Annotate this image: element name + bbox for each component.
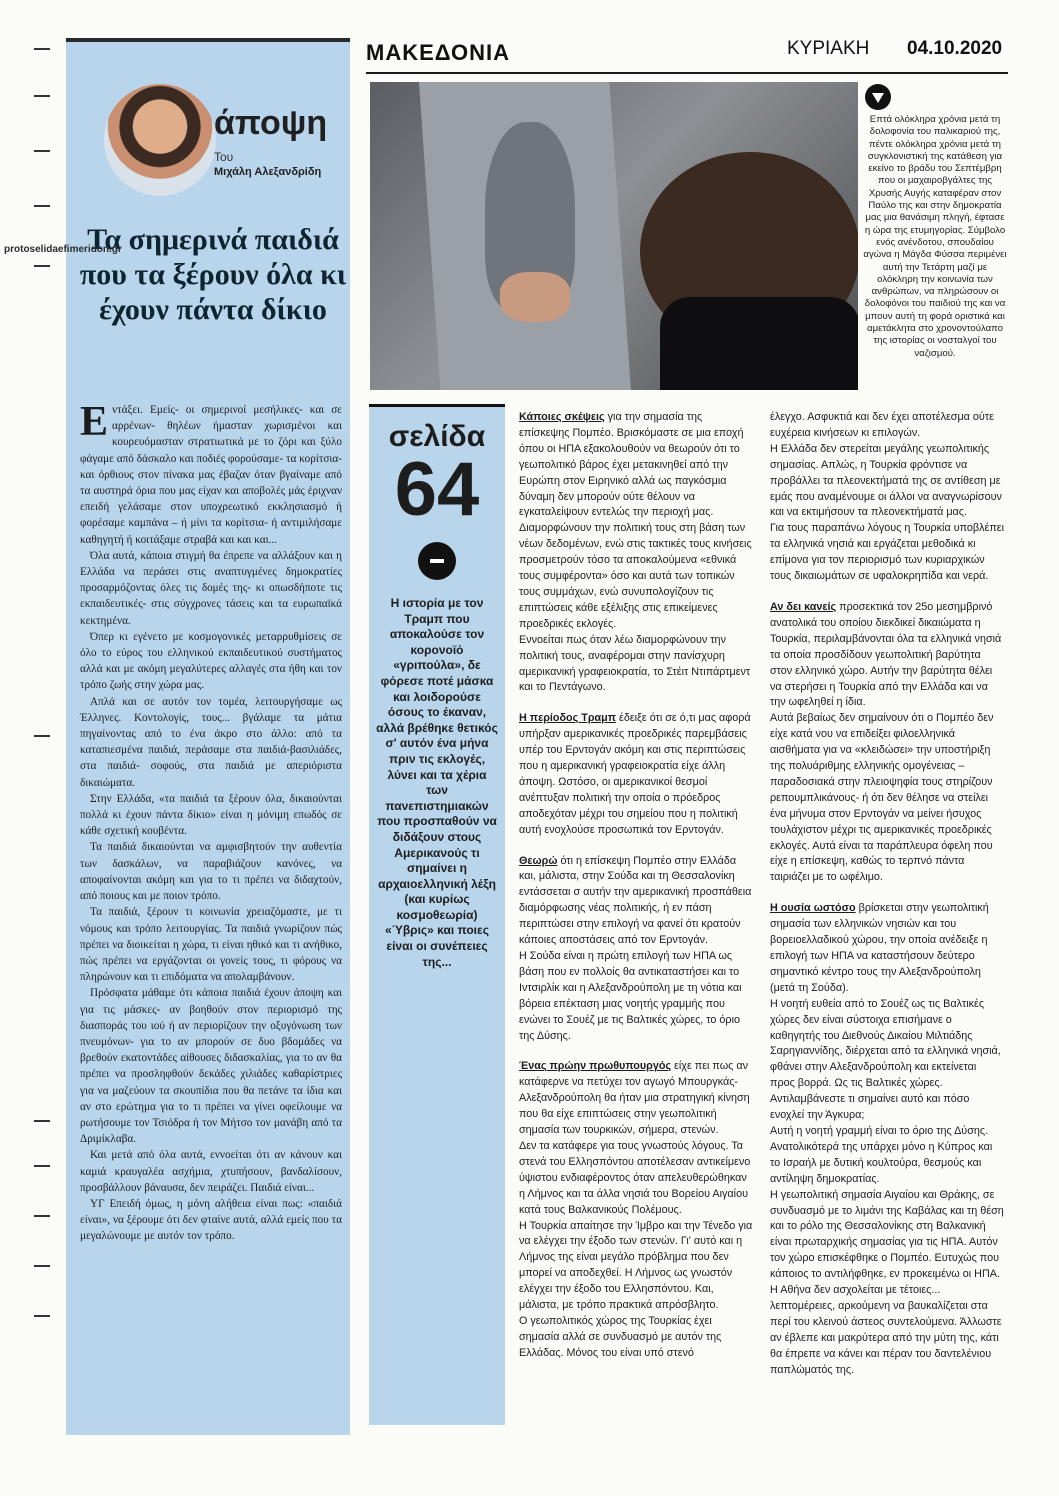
drop-cap: Ε (80, 399, 109, 445)
site-watermark: protoselidaefimeridon.gr (4, 244, 122, 255)
opinion-paragraph: Στην Ελλάδα, «τα παιδιά τα ξέρουν όλα, δικαιούνται πολλά κι έχουν πάντα δίκιο» είναι η μόνιμη επωδός σε κάθε σχετική κουβέντα. (80, 792, 342, 838)
minus-icon (418, 542, 456, 580)
paragraph-text: Ο γεωπολιτικός χώρος της Τουρκίας έχει σημασία αλλά σε συνδυασμό με αυτόν της Ελλάδας. Μόνος του είναι υπό στενό (519, 1314, 722, 1359)
author-name: Μιχάλη Αλεξανδρίδη (214, 166, 322, 178)
article-paragraph (519, 854, 753, 949)
issue-date: 04.10.2020 (907, 38, 1003, 59)
newspaper-masthead: ΜΑΚΕΔΟΝΙΑ (366, 40, 510, 65)
opinion-paragraph: Απλά και σε αυτόν τον τομέα, λειτουργήσαμε ως Έλληνες. Κοντολογίς, τους... βγάλαμε τα μάτια πηγαίνοντας από το ένα άκρο στο άλλο: από τα καταπιεσμένα παιδιά, περάσαμε στα παιδιά-βασιλιάδες, στα παιδιά- σοφούς, στα παιδιά με απεριόριστα δικαιώματα. (80, 695, 342, 789)
scan-mark (34, 205, 50, 207)
opinion-top-rule (66, 38, 350, 42)
opinion-paragraph: ΥΓ Επειδή όμως, η μόνη αλήθεια είναι πως: «παιδιά είναι», να ξέρουμε ότι δεν φταίνε αυτά, αλλά εμείς που τα μεγαλώνουμε με αυτόν τον τρόπο. (80, 1197, 342, 1243)
paragraph-text: προσεκτικά τον 25ο μεσημβρινό ανατολικά του οποίου διεκδικεί δικαιώματα η Τουρκία, περιλαμβάνονται όλα τα ελληνικά νησιά τα οποία προσδίδουν γεωπολιτική βαρύτητα στον ελληνικό χώρο. Αυτήν την βαρύτητα θέλει να στερήσει η Τουρκία από την Ελλάδα και να την ωφεληθεί η ίδια. (770, 600, 1002, 709)
paragraph-text: έλεγχο. Ασφυκτιά και δεν έχει αποτέλεσμα ούτε ευχέρεια κινήσεων κι επιλογών. (770, 411, 994, 439)
article-paragraph (519, 1219, 753, 1314)
paragraph-text: Η γεωπολιτική σημασία Αιγαίου και Θράκης, σε συνδυασμό με το λιμάνι της Καβάλας και τη θέση και το ρόλο της Θεσσαλονίκης στη Βαλκανική είναι πρωταρχικής σημασίας για τις ΗΠΑ. Αυτόν τον χώρο επισκέφθηκε ο Πομπέο. Ευτυχώς που κάποιος το αντιλήφθηκε, εν προκειμένω οι ΗΠΑ. Η Αθήνα δεν ασχολείται με τέτοιες... λεπτομέρειες, αρκούμενη να βαυκαλίζεται στα περί του κλεινού άστεος συντελούμενα. Άλλωστε αν έβλεπε και μακρύτερα από την μύτη της, κάτι θα έπρεπε να κάνει και πέραν του δαντελένιου παπλώματός της. (770, 1188, 1004, 1376)
issue-day: ΚΥΡΙΑΚΗ (787, 38, 870, 59)
article-paragraph (770, 410, 1004, 442)
paragraph-text: Η Τουρκία απαίτησε την Ίμβρο και την Τένεδο για να ελέγχει την έξοδο των στενών. Γι' αυτό και η Λήμνος της είναι μεγάλο πρόβλημα που δεν μπορεί να αποδεχθεί. Η Λήμνος ως γνωστόν ελέγχει την έξοδο του Ελλησπόντου. Και, μάλιστα, με τρόπο πρακτικά απρόσβλητο. (519, 1219, 753, 1312)
woman-shirt (660, 297, 858, 390)
opinion-body (80, 399, 342, 1245)
article-paragraph (770, 997, 1004, 1124)
scan-mark (34, 1165, 50, 1167)
scan-mark (34, 95, 50, 97)
paragraph-lead: Θεωρώ (519, 854, 558, 867)
opinion-rubric: άποψη (214, 104, 328, 142)
teaser-text: Η ιστορία με τον Τραμπ που αποκαλούσε τον κορονοϊό «γριπούλα», δε φόρεσε ποτέ μάσκα και λοιδορούσε όσους το έκαναν, αλλά βρέθηκε θετικός σ' αυτόν ένα μήνα πριν τις εκλογές, λύνει και τα χέρια των πανεπιστημιακών που προσπαθούν να διδάξουν στους Αμερικανούς τι σημαίνει η αρχαιοελληνική λέξη (και κυρίως κοσμοθεωρία) «Ύβρις» και ποιες είναι οι συνέπειες της... (376, 596, 498, 969)
paragraph-lead: Κάποιες σκέψεις (519, 411, 605, 423)
page-teaser-box (369, 404, 505, 1425)
opinion-paragraph: Όπερ κι εγένετο με κοσμογονικές μεταρρυθμίσεις σε όλο το εύρος του ελληνικού εκπαιδευτικού συστήματος αλλά και με ακόμη μεγαλύτερες αλλαγές στα ήθη και τον τρόπο ζωής στην χώρα μας. (80, 630, 342, 692)
article-paragraph (519, 949, 753, 1044)
article-column-1 (519, 410, 753, 1362)
opinion-paragraph: Τα παιδιά, ξέρουν τι κοινωνία χρειαζόμαστε, με τι νόμους και τρόπο λειτουργίας. Τα παιδιά γνωρίζουν πώς πρέπει να διοικείται η χώρα, τι είναι ηθικό και τι ανήθικο, πώς πρέπει να εργάζονται οι γονείς τους, τι φόρους να πληρώνουν και τι επιδόματα να απολαμβάνουν. (80, 906, 342, 984)
article-paragraph (770, 442, 1004, 522)
feature-photo (370, 82, 858, 390)
paragraph-text: είχε πει πως αν κατάφερνε να πετύχει τον αγωγό Μπουργκάς-Αλεξανδρούπολη θα ήταν μια στρατηγική κίνηση που θα είχε επιπτώσεις στην γεωπολιτική σημασία των τουρκικών, σήμερα, στενών. (519, 1060, 750, 1137)
paragraph-lead: Η ουσία ωστόσο (770, 902, 856, 915)
scan-mark (34, 48, 50, 50)
paragraph-text: Για τους παραπάνω λόγους η Τουρκία υποβλέπει τα ελληνικά νησιά και εργάζεται μεθοδικά κι επίμονα για τον περιορισμό των κυριαρχικών τους δικαιωμάτων σε υφαλοκρηπίδα και νερά. (770, 522, 1004, 583)
opinion-headline: Τα σημερινά παιδιά που τα ξέρουν όλα κι έχουν πάντα δίκιο (79, 223, 347, 326)
paragraph-text: Η νοητή ευθεία από το Σουέζ ως τις Βαλτικές χώρες δεν είναι σύστοιχα επισήμανε ο καθηγητής του Διεθνούς Δικαίου Μιλτιάδης Σαρηγιαννίδης, διέρχεται από τα ελληνικά νησιά, φθάνει στην Αλεξανδρούπολη και εκτείνεται προς βορρά. Ως τις Βαλτικές χώρες. Αντιλαμβάνεστε τι σημαίνει αυτό και πόσο ενοχλεί την Άγκυρα; (770, 997, 1001, 1122)
photo-caption (862, 82, 1008, 390)
opinion-paragraph: Τα παιδιά δικαιούνται να αμφισβητούν την αυθεντία των δασκάλων, να παραβιάζουν κανόνες, να αποφαίνονται ακόμη και για το τι πρέπει να διδαχτούν, από ποιους και με ποιον τρόπο. (80, 841, 342, 903)
author-avatar (104, 84, 216, 196)
article-paragraph (519, 1314, 753, 1362)
article-paragraph (770, 901, 1004, 996)
article-paragraph (519, 1059, 753, 1139)
caption-text: Επτά ολόκληρα χρόνια μετά τη δολοφονία του παλικαριού της, πέντε ολόκληρα χρόνια μετά τη συγκλονιστική της κατάθεση για εκείνο το βράδυ του Σεπτέμβρη που οι μαχαιροβγάλτες της Χρυσής Αυγής καταφέραν στον Παύλο της και στην δημοκρατία μας μια θανάσιμη πληγή, έφτασε η ώρα της ετυμηγορίας. Σύμβολο ενός ανένδοτου, σπουδαίου αγώνα η Μάγδα Φύσσα περιμένει αυτή την Τετάρτη μαζί με ολόκληρη την κοινωνία των ανθρώπων, να πληρώσουν οι δολοφόνοι του παιδιού της και να μπουν αυτή τη φορά οριστικά και αμετάκλητα στο χρονοντούλαπο της ιστορίας οι νοσταλγοί του ναζισμού. (863, 114, 1007, 359)
paragraph-lead: Ένας πρώην πρωθυπουργός (519, 1060, 672, 1073)
scan-mark (34, 150, 50, 152)
paragraph-text: Δεν τα κατάφερε για τους γνωστούς λόγους. Τα στενά του Ελλησπόντου αποτέλεσαν αντικείμενο ύψιστου ενδιαφέροντος όταν απελευθερώθηκαν η Λήμνος και τα άλλα νησιά του Βορείου Αιγαίου κατά τους Βαλκανικούς Πολέμους. (519, 1139, 751, 1216)
woman-hand (500, 272, 570, 322)
page-label: σελίδα (388, 420, 486, 453)
scan-mark (34, 1265, 50, 1267)
article-paragraph (770, 521, 1004, 585)
article-paragraph (770, 600, 1004, 711)
scan-mark (34, 1315, 50, 1317)
page-number: 64 (394, 447, 480, 532)
paragraph-text: Αυτή η νοητή γραμμή είναι το όριο της Δύσης. Ανατολικότερά της υπάρχει μόνο η Κύπρος και το Ισραήλ με δυτική κουλτούρα, θεσμούς και αντίληψη δημοκρατίας. (770, 1124, 993, 1185)
article-paragraph (770, 1124, 1004, 1188)
teaser-top-rule (369, 404, 505, 407)
paragraph-text: ότι η επίσκεψη Πομπέο στην Ελλάδα και, μάλιστα, στην Σούδα και τη Θεσσαλονίκη εντάσσεται σ αυτήν την αμερικανική προσπάθεια διαμόρφωσης νέας πολιτικής, ή εν πάση περιπτώσει στην επιλογή να φανεί ότι κρατούν κάποιες αποστάσεις από τον Ερντογάν. (519, 854, 752, 947)
opinion-paragraph: Πρόσφατα μάθαμε ότι κάποια παιδιά έχουν άποψη και για τις μάσκες- αν βοηθούν στον περιορισμό της διασποράς του ιού ή αν περιορίζουν την οξυγόνωση των πνευμόνων- για το αν μπορούν σε δυο βδομάδες να βρεθούν εκατοντάδες αίθουσες διδασκαλίας, για το αν θα πρέπει να προσληφθούν δεκάδες χιλιάδες καθαρίστριες για να μαζεύουν τα σκουπίδια που θα πετάνε τα ίδια και αν στο ερώτημα για το τι πρέπει να γίνει οφείλουμε να ρωτήσουμε τον Τσιόδρα ή τον Μήτσο τον μανάβη από τα Δριμίκλαβα. (80, 987, 342, 1146)
author-prefix: Του (214, 150, 234, 164)
scan-mark (34, 735, 50, 737)
header-rule (366, 72, 1008, 74)
article-paragraph (519, 633, 753, 697)
article-paragraph (770, 1188, 1004, 1379)
paragraph-text: Αυτά βεβαίως δεν σημαίνουν ότι ο Πομπέο δεν είχε κατά νου να επιδείξει φιλοελληνικά αισθήματα για να «κλειδώσει» την υποστήριξη της πολυάριθμης ελληνικής ομογένειας – παραδοσιακά στην πλειοψηφία τους στηρίζουν ρεπουμπλικάνους- ή ότι δεν θέλησε να στείλει ένα μήνυμα στον Ερντογάν να μείνει ήσυχος τουλάχιστον μέχρι τις αμερικανικές προεδρικές εκλογές. Αυτά είναι τα παράπλευρα όφελη που είχε η επίσκεψη, καθώς το τερπνό πάντα ταιριάζει με το ωφέλιμο. (770, 712, 994, 884)
article-paragraph (519, 711, 753, 838)
paragraph-text: για την σημασία της επίσκεψης Πομπέο. Βρισκόμαστε σε μια εποχή όπου οι ΗΠΑ εξακολουθούν να θεωρούν ότι το γεωπολιτικό βάρος έχει μετακινηθεί από την Ευρώπη στον Ειρηνικό αλλά ως παγκόσμια δύναμη δεν μπορούν ούτε θέλουν να εγκαταλείψουν εντελώς την περιοχή μας. Διαμορφώνουν την πολιτική τους στη βάση των νέων δεδομένων, ενώ στις τακτικές τους κινήσεις προσμετρούν τόσο τα αποκαλούμενα «εθνικά τους συμφέροντα» όσο και αυτά των τοπικών τους συμμάχων, ενώ συνυπολογίζουν τις επιπτώσεις κάθε εξέλιξης στις επικείμενες προεδρικές εκλογές. (519, 411, 752, 630)
paragraph-lead: Αν δει κανείς (770, 600, 837, 613)
paragraph-text: βρίσκεται στην γεωπολιτική σημασία των ελληνικών νησιών και του βορειοελλαδικού χώρου, την οποία ανέδειξε η επιλογή των ΗΠΑ να καταστήσουν δεύτερο σημαντικό κέντρο τους την Αλεξανδρούπολη (μετά τη Σούδα). (770, 902, 989, 994)
opinion-paragraph: Όλα αυτά, κάποια στιγμή θα έπρεπε να αλλάξουν και η Ελλάδα να περάσει στις αναπτυγμένες δημοκρατίες προσαρμόζοντας όλες τις δομές της- κι οπωσδήποτε τις εκπαιδευτικές- στις σύγχρονες τάσεις και τα ευρωπαϊκά κεκτημένα. (80, 549, 342, 627)
opinion-paragraph: Και μετά από όλα αυτά, εννοείται ότι αν κάνουν και καμιά κραυγαλέα ασχήμια, χτυπήσουν, βανδαλίσουν, προσβάλλουν βάναυσα, δεν πειράζει. Παιδιά είναι... (80, 1149, 342, 1194)
paragraph-text: Η Σούδα είναι η πρώτη επιλογή των ΗΠΑ ως βάση που εν πολλοίς θα αντικαταστήσει και το Ιντσιρλίκ και η Αλεξανδρούπολη με τη νότια και βόρεια επέκταση μιας νοητής γραμμής που ενώνει το Σουέζ με τις Βαλτικές χώρες, το όριο της Δύσης. (519, 950, 742, 1042)
paragraph-text: Εννοείται πως όταν λέω διαμορφώνουν την πολιτική τους, αναφέρομαι στην πανίσχυρη αμερικανική γραφειοκρατία, το Στέιτ Ντιπάρτμεντ και το Πεντάγωνο. (519, 633, 751, 694)
scan-mark (34, 265, 50, 267)
scan-mark (34, 1215, 50, 1217)
article-paragraph (770, 711, 1004, 886)
article-paragraph (519, 410, 753, 633)
article-column-2 (770, 410, 1004, 1378)
opinion-paragraph: Εντάξει. Εμείς- οι σημερινοί μεσήλικες- και σε αρρένων- θηλέων ήμασταν χωρισμένοι και κουρευόμασταν στρατιωτικά με το ζόρι και ξύλο φάγαμε από δάσκαλο και ποδιές φορούσαμε- τα κορίτσια- και όρθιους στον πίνακα μας έβαζαν όταν βγαίναμε από τα αυστηρά όρια που μας είχαν και αποβολές μάς έριχναν επειδή γελάσαμε στον υποχρεωτικό εκκλησιασμό ή φορέσαμε καμπάνα – ή μίνι τα κορίτσια- ή αντιμιλήσαμε καθηγητή ή κοιτάξαμε στραβά και και και... (80, 399, 342, 546)
article-paragraph (519, 1139, 753, 1219)
paragraph-text: Η Ελλάδα δεν στερείται μεγάλης γεωπολιτικής σημασίας. Απλώς, η Τουρκία φρόντισε να προβάλλει τα πλεονεκτήματά της σε αντίθεση με εμάς που αναμένουμε οι άλλοι να αναγνωρίσουν και να εκτιμήσουν τα πλεονεκτήματά μας. (770, 442, 1002, 519)
paragraph-text: έδειξε ότι σε ό,τι μας αφορά υπήρξαν αμερικανικές προεδρικές παρεμβάσεις υπέρ του Ερντογάν ακόμη και στις περιπτώσεις που η αμερικανική γραφειοκρατία είχε άλλη άποψη. Ωστόσο, οι αμερικανικοί θεσμοί ανέπτυξαν πολιτική την οποία ο πρόεδρος αποδεχόταν μέχρι του σημείου που η πολιτική αυτή ενοχλούσε προσωπικά τον Ερντογάν. (519, 712, 751, 836)
down-arrow-icon (865, 84, 891, 110)
paragraph-lead: Η περίοδος Τραμπ (519, 712, 617, 725)
scan-mark (34, 1120, 50, 1122)
